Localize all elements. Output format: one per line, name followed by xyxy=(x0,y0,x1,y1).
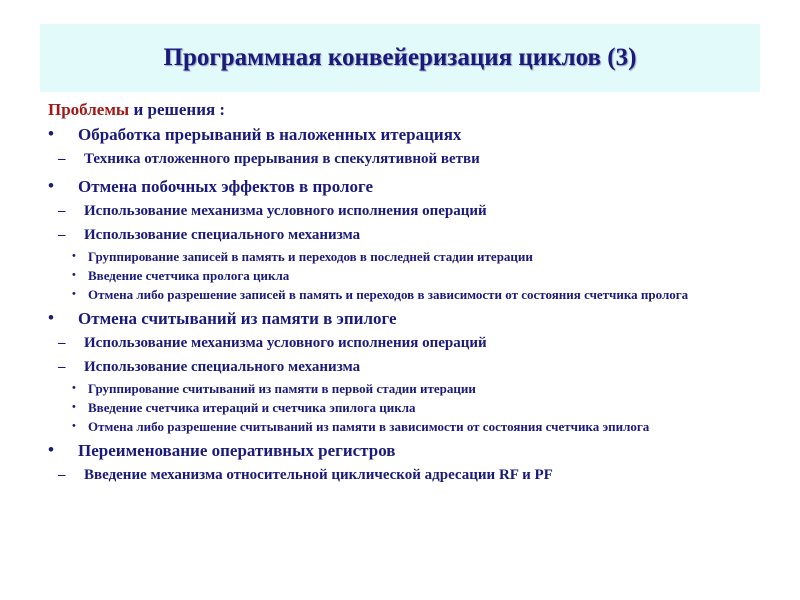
sub-list xyxy=(48,464,778,486)
sub-sub-item xyxy=(18,400,778,415)
slide-content xyxy=(48,100,778,486)
sub-sub-item-text: Отмена либо разрешение записей в память и переходов в зависимости от состояния счетчика пролога xyxy=(88,287,689,302)
sub-sub-item-text: Отмена либо разрешение считываний из памяти в зависимости от состояния счетчика эпилога xyxy=(88,419,650,434)
dash-marker: – xyxy=(58,467,66,483)
sub-item-text: Использование механизма условного исполнения операций xyxy=(84,203,487,219)
sub-sub-item xyxy=(18,268,778,283)
sub-sub-item-text: Группирование записей в память и переходов в последней стадии итерации xyxy=(88,249,533,264)
sub-list xyxy=(48,200,778,302)
sub-sub-item xyxy=(18,249,778,264)
sub-list xyxy=(48,148,778,170)
title-banner xyxy=(40,24,760,92)
dash-marker: – xyxy=(58,335,66,351)
bullet-list xyxy=(48,124,778,486)
sub-item xyxy=(48,356,778,378)
dot-marker: • xyxy=(72,382,76,394)
sub-item xyxy=(48,464,778,486)
sub-sub-item-text: Группирование считываний из памяти в первой стадии итерации xyxy=(88,381,476,396)
dash-marker: – xyxy=(58,203,66,219)
slide-title: Программная конвейеризация циклов (3) xyxy=(163,44,637,71)
dot-marker: • xyxy=(72,288,76,300)
bullet-text: • Обработка прерываний в наложенных итерациях xyxy=(78,125,462,144)
sub-sub-item xyxy=(18,419,778,434)
sub-sub-item-text: Введение счетчика пролога цикла xyxy=(88,268,290,283)
heading-rest: и решения : xyxy=(129,100,226,119)
sub-item-text: Техника отложенного прерывания в спекулятивной ветви xyxy=(84,151,480,167)
bullet-text: • Отмена считываний из памяти в эпилоге xyxy=(78,309,397,328)
dot-marker: • xyxy=(72,269,76,281)
sub-item-text: Использование специального механизма xyxy=(84,359,361,375)
sub-list xyxy=(48,332,778,434)
sub-item-text: Использование специального механизма xyxy=(84,227,361,243)
dot-marker: • xyxy=(72,401,76,413)
dot-marker: • xyxy=(72,420,76,432)
dash-marker: – xyxy=(58,227,66,243)
bullet-text: • Переименование оперативных регистров xyxy=(78,441,396,460)
sub-item xyxy=(48,224,778,246)
heading-red-part: Проблемы xyxy=(48,100,130,119)
bullet-text: • Отмена побочных эффектов в прологе xyxy=(78,177,374,196)
section-heading xyxy=(48,100,778,120)
sub-sub-item-text: Введение счетчика итераций и счетчика эпилога цикла xyxy=(88,400,416,415)
dash-marker: – xyxy=(58,151,66,167)
dash-marker: – xyxy=(58,359,66,375)
sub-item xyxy=(48,200,778,222)
dot-marker: • xyxy=(72,250,76,262)
sub-sub-item xyxy=(18,381,778,396)
sub-sub-item xyxy=(18,287,778,302)
sub-sub-list xyxy=(18,381,778,434)
sub-item xyxy=(48,148,778,170)
sub-sub-list xyxy=(18,249,778,302)
sub-item-text: Введение механизма относительной циклической адресации RF и PF xyxy=(84,467,553,483)
bullet-item xyxy=(48,440,778,486)
bullet-item xyxy=(48,308,778,434)
bullet-item xyxy=(48,124,778,170)
sub-item xyxy=(48,332,778,354)
bullet-item xyxy=(48,176,778,302)
sub-item-text: Использование механизма условного исполнения операций xyxy=(84,335,487,351)
